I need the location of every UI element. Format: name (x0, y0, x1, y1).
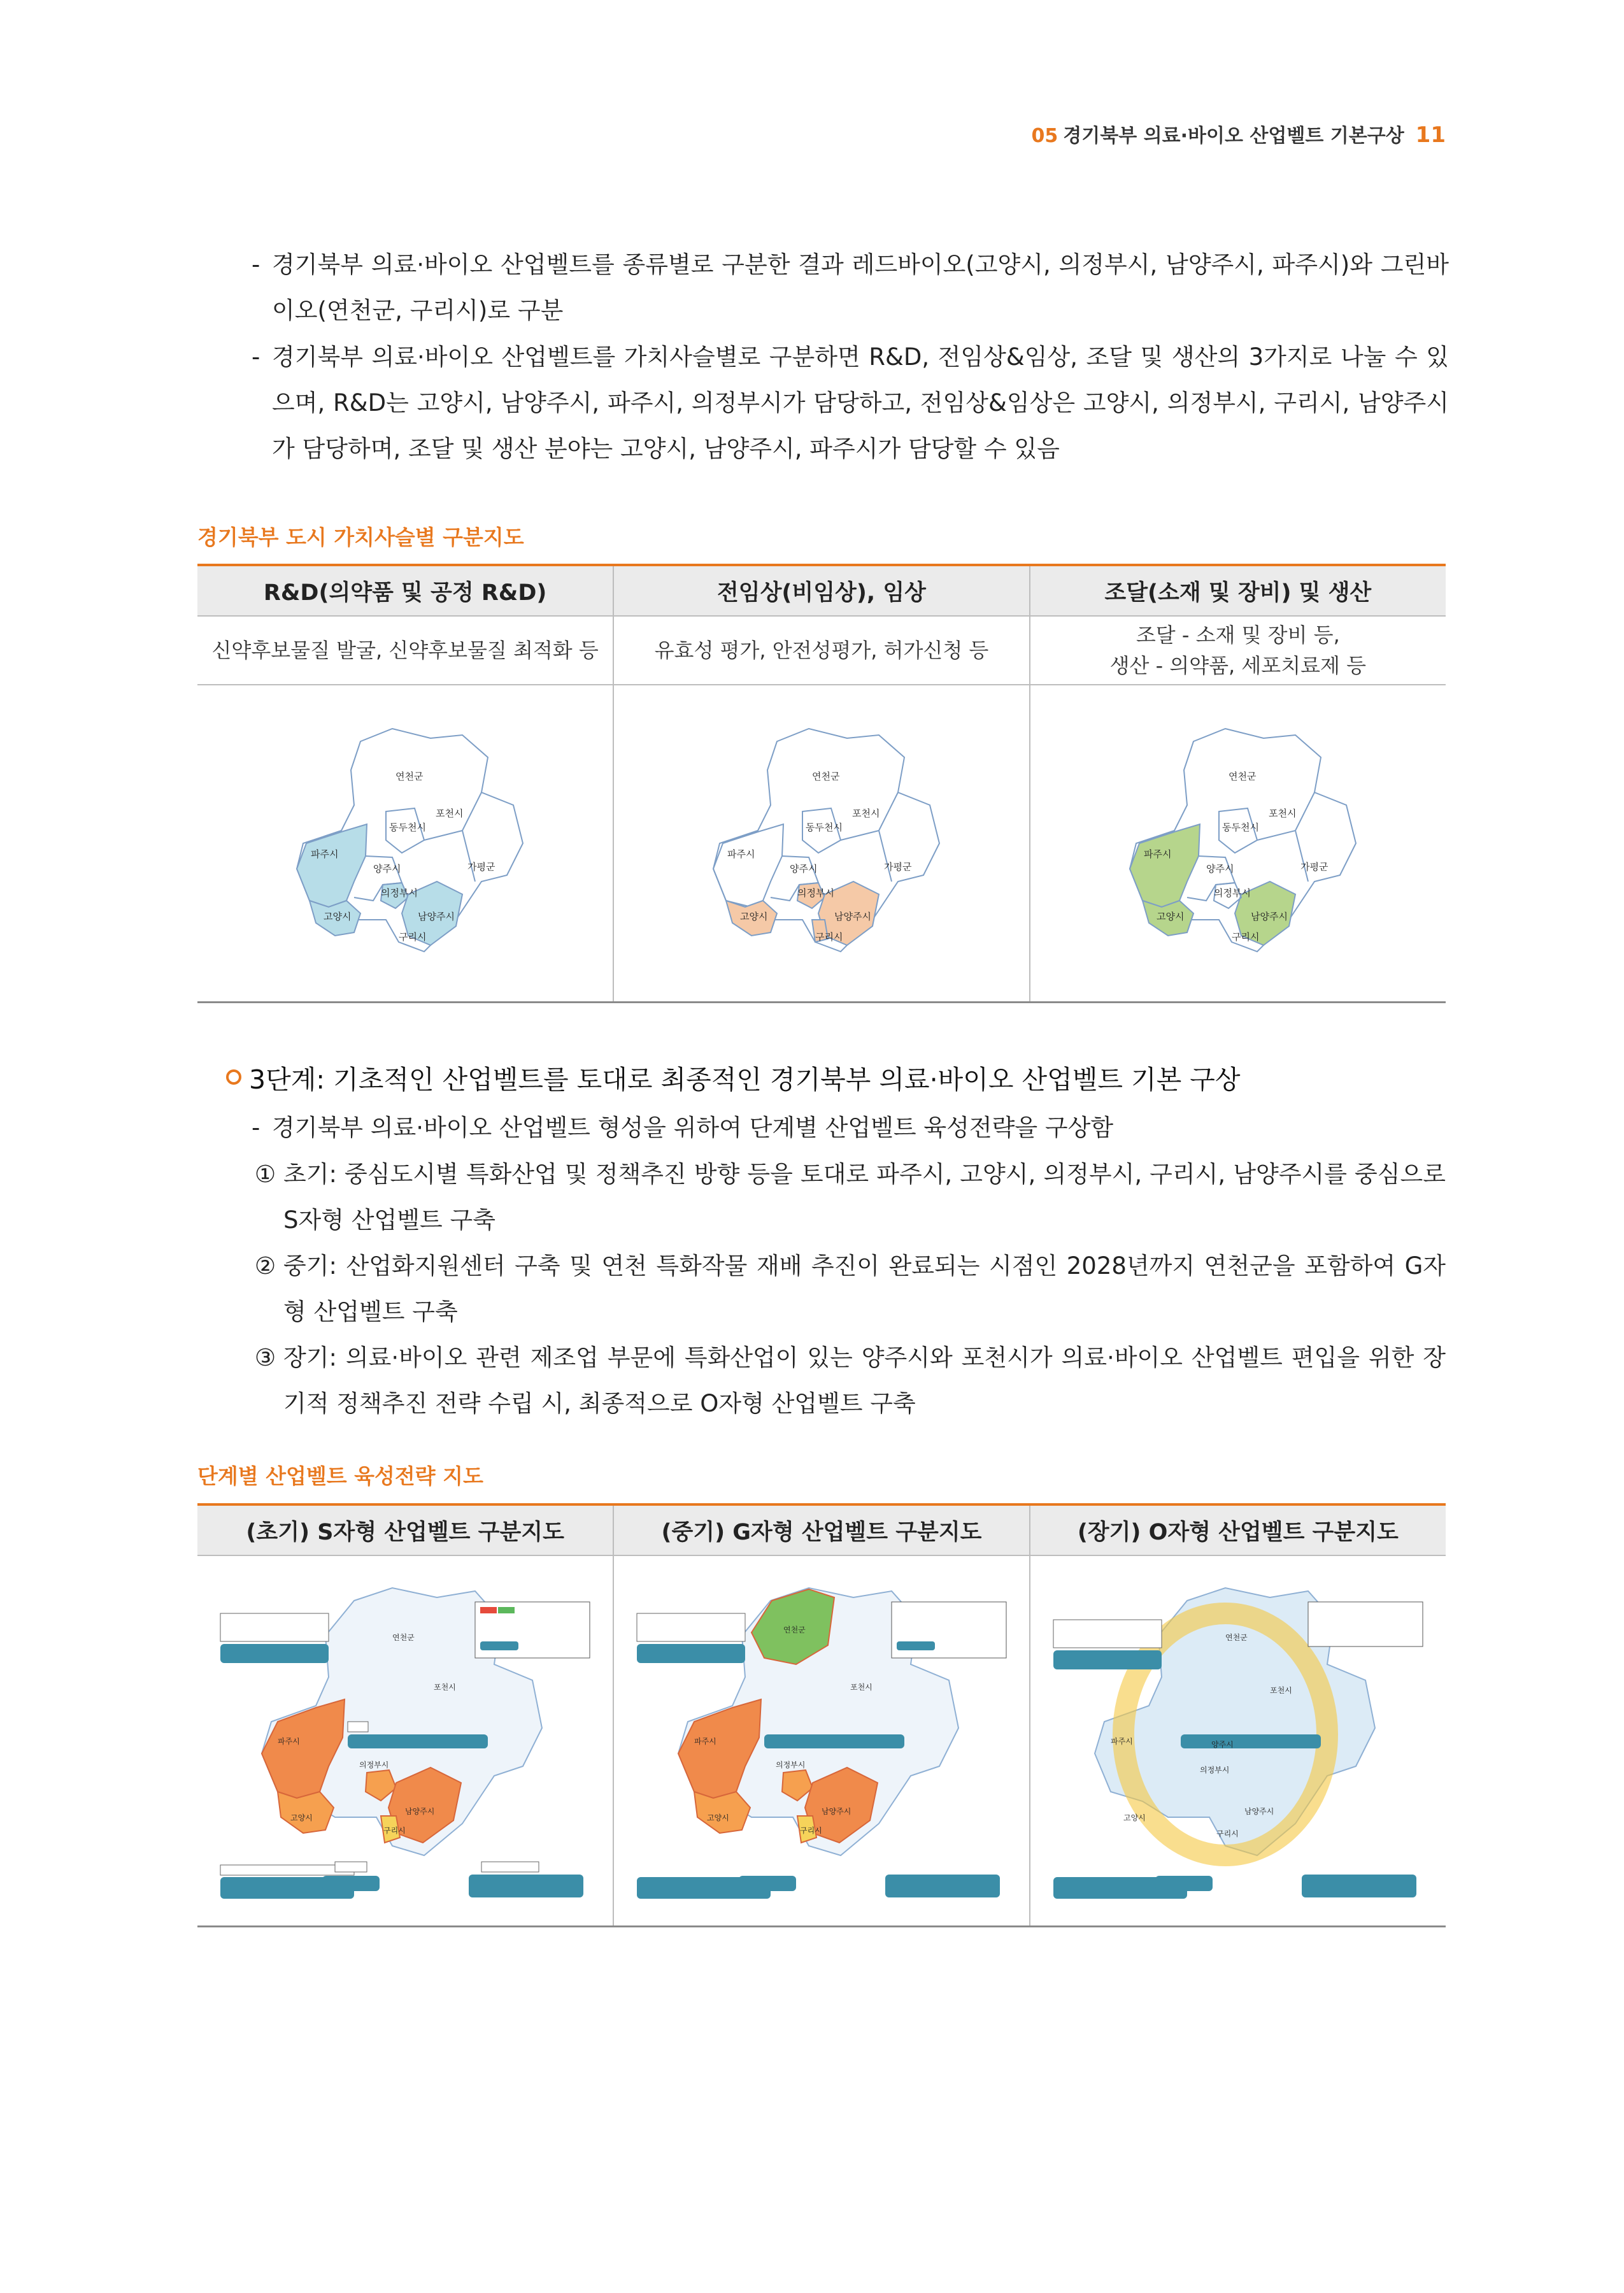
stage-item-early (255, 1152, 1446, 1243)
svg-text:고양시: 고양시 (739, 910, 768, 922)
svg-text:포천시: 포천시 (1268, 807, 1297, 819)
svg-text:포천시: 포천시 (434, 1682, 456, 1692)
chapter-title: 경기북부 의료·바이오 산업벨트 기본구상 (1063, 125, 1404, 147)
dash-marker: - (252, 251, 260, 278)
svg-text:고양시: 고양시 (706, 1813, 729, 1822)
page-number: 11 (1415, 122, 1446, 148)
svg-text:고양시: 고양시 (290, 1813, 313, 1822)
label-yangju: 양주시 (373, 862, 401, 875)
paragraph-text: 경기북부 의료·바이오 산업벨트를 종류별로 구분한 결과 레드바이오(고양시, 의정부시, 남양주시, 파주시)와 그린바이오(연천군, 구리시)로 구분 (272, 251, 1449, 324)
stage3-heading (226, 1059, 1240, 1096)
desc-rd: 신약후보물질 발굴, 신약후보물질 최적화 등 (197, 616, 613, 685)
label-namyangju: 남양주시 (418, 910, 455, 922)
running-header (1032, 120, 1446, 148)
item-number: ③ (255, 1344, 276, 1371)
header-g-belt: (중기) G자형 산업벨트 구분지도 (613, 1504, 1029, 1555)
svg-text:구리시: 구리시 (383, 1825, 406, 1835)
svg-text:의정부시: 의정부시 (1213, 887, 1251, 899)
label-yeoncheon: 연천군 (395, 770, 424, 782)
svg-text:고양시: 고양시 (1123, 1813, 1146, 1822)
value-chain-table (197, 564, 1446, 1003)
map-cell-rd (197, 685, 613, 1002)
item-number: ② (255, 1252, 276, 1280)
label-paju: 파주시 (311, 848, 339, 860)
map-cell-production (1030, 685, 1446, 1002)
map-cell-s-belt (197, 1555, 613, 1926)
desc-clinical: 유효성 평가, 안전성평가, 허가신청 등 (613, 616, 1029, 685)
label-gapyeong: 가평군 (467, 861, 495, 873)
header-o-belt: (장기) O자형 산업벨트 구분지도 (1030, 1504, 1446, 1555)
svg-text:의정부시: 의정부시 (775, 1760, 806, 1769)
strategy-map-table (197, 1503, 1446, 1927)
svg-text:파주시: 파주시 (1110, 1736, 1133, 1746)
desc-production: 조달 - 소재 및 장비 등, 생산 - 의약품, 세포치료제 등 (1030, 616, 1446, 685)
chapter-number: 05 (1031, 125, 1058, 147)
intro-paragraph-2 (252, 334, 1449, 472)
header-s-belt: (초기) S자형 산업벨트 구분지도 (197, 1504, 613, 1555)
svg-text:포천시: 포천시 (1269, 1685, 1292, 1695)
svg-text:포천시: 포천시 (851, 807, 880, 819)
svg-text:가평군: 가평군 (1300, 861, 1328, 873)
item-number: ① (255, 1161, 276, 1188)
dash-marker: - (252, 1114, 260, 1141)
svg-text:남양주시: 남양주시 (821, 1806, 851, 1816)
stage-item-long (255, 1335, 1446, 1427)
label-dongducheon: 동두천시 (389, 821, 427, 833)
label-guri: 구리시 (399, 931, 427, 943)
map-g-belt (624, 1562, 1019, 1919)
header-clinical: 전임상(비임상), 임상 (613, 565, 1029, 616)
header-production: 조달(소재 및 장비) 및 생산 (1030, 565, 1446, 616)
svg-text:양주시: 양주시 (1206, 862, 1234, 875)
svg-text:양주시: 양주시 (1211, 1739, 1234, 1749)
svg-text:파주시: 파주시 (1143, 848, 1172, 860)
paragraph-text: 경기북부 의료·바이오 산업벨트를 가치사슬별로 구분하면 R&D, 전임상&임상, 조달 및 생산의 3가지로 나눌 수 있으며, R&D는 고양시, 남양주시, 파주시, 의정부시가 담당하고, 전임상&임상은 고양시, 의정부시, 구리시, 남양주시가 담당하며, 조달 및 생산 분야는 고양시, 남양주시, 파주시가 담당할 수 있음 (272, 343, 1449, 462)
table1-title: 경기북부 도시 가치사슬별 구분지도 (197, 525, 524, 550)
header-rd: R&D(의약품 및 공정 R&D) (197, 565, 613, 616)
svg-text:의정부시: 의정부시 (359, 1760, 389, 1769)
svg-text:구리시: 구리시 (815, 931, 843, 943)
svg-text:구리시: 구리시 (1216, 1829, 1239, 1838)
label-pocheon: 포천시 (436, 807, 464, 819)
svg-text:남양주시: 남양주시 (1244, 1806, 1274, 1816)
svg-text:포천시: 포천시 (850, 1682, 873, 1692)
svg-text:연천군: 연천군 (392, 1632, 415, 1642)
svg-text:연천군: 연천군 (783, 1625, 806, 1634)
stage-item-mid (255, 1243, 1446, 1335)
circle-bullet-icon (226, 1069, 241, 1085)
svg-text:동두천시: 동두천시 (1222, 821, 1259, 833)
svg-text:남양주시: 남양주시 (1250, 910, 1288, 922)
item-text: 장기: 의료·바이오 관련 제조업 부문에 특화산업이 있는 양주시와 포천시가 의료·바이오 산업벨트 편입을 위한 장기적 정책추진 전략 수립 시, 최종적으로 O자형 산업벨트 구축 (283, 1344, 1446, 1417)
svg-text:의정부시: 의정부시 (797, 887, 834, 899)
dash-marker: - (252, 343, 260, 371)
map-rd (271, 710, 539, 977)
svg-text:의정부시: 의정부시 (1199, 1765, 1230, 1775)
stage3-title: 3단계: 기초적인 산업벨트를 토대로 최종적인 경기북부 의료·바이오 산업벨트 기본 구상 (249, 1064, 1241, 1095)
svg-text:남양주시: 남양주시 (834, 910, 871, 922)
svg-text:고양시: 고양시 (1156, 910, 1185, 922)
svg-text:동두천시: 동두천시 (805, 821, 843, 833)
svg-text:파주시: 파주시 (727, 848, 755, 860)
map-production (1104, 710, 1372, 977)
label-uijeongbu: 의정부시 (381, 887, 418, 899)
svg-text:파주시: 파주시 (278, 1736, 300, 1746)
intro-paragraph-1 (252, 242, 1449, 334)
svg-text:남양주시: 남양주시 (405, 1806, 435, 1816)
svg-text:파주시: 파주시 (694, 1736, 716, 1746)
map-cell-g-belt (613, 1555, 1029, 1926)
svg-text:구리시: 구리시 (1231, 931, 1260, 943)
map-s-belt (208, 1562, 602, 1919)
svg-text:연천군: 연천군 (811, 770, 840, 782)
label-goyang: 고양시 (324, 910, 352, 922)
item-text: 중기: 산업화지원센터 구축 및 연천 특화작물 재배 추진이 완료되는 시점인 2028년까지 연천군을 포함하여 G자형 산업벨트 구축 (283, 1252, 1446, 1325)
item-text: 초기: 중심도시별 특화산업 및 정책추진 방향 등을 토대로 파주시, 고양시, 의정부시, 구리시, 남양주시를 중심으로 S자형 산업벨트 구축 (283, 1161, 1446, 1234)
paragraph-text: 경기북부 의료·바이오 산업벨트 형성을 위하여 단계별 산업벨트 육성전략을 구상함 (272, 1114, 1114, 1141)
table2-title: 단계별 산업벨트 육성전략 지도 (197, 1464, 483, 1489)
svg-text:양주시: 양주시 (789, 862, 818, 875)
svg-text:연천군: 연천군 (1228, 770, 1257, 782)
map-o-belt (1041, 1562, 1435, 1919)
stage3-line (252, 1105, 1449, 1151)
svg-text:가평군: 가평군 (883, 861, 912, 873)
svg-text:연천군: 연천군 (1225, 1632, 1248, 1642)
map-cell-clinical (613, 685, 1029, 1002)
map-clinical (688, 710, 955, 977)
svg-text:구리시: 구리시 (799, 1825, 822, 1835)
map-cell-o-belt (1030, 1555, 1446, 1926)
